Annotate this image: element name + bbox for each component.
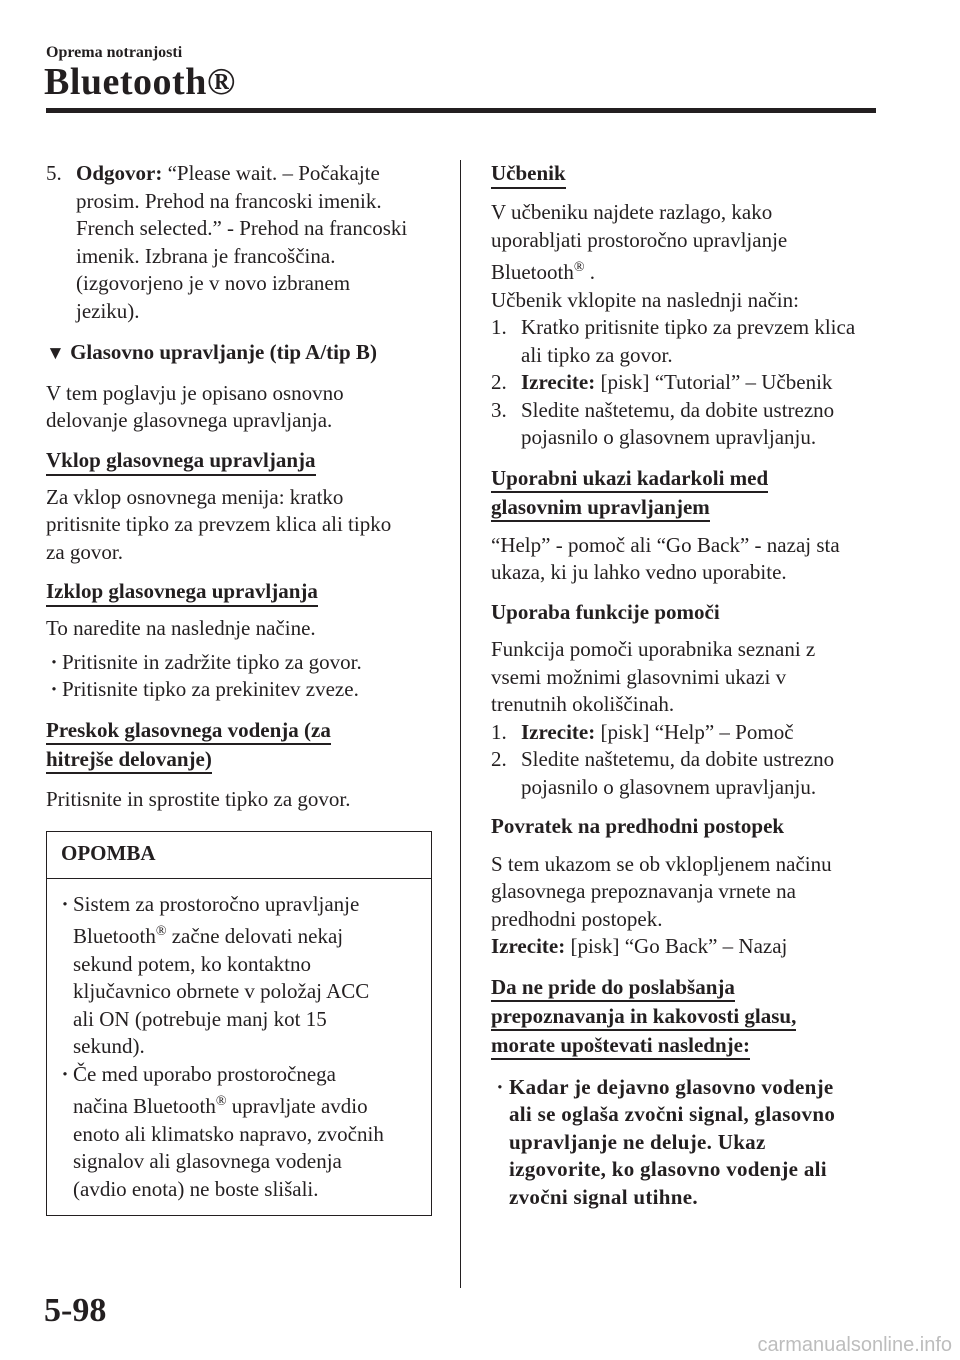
list-item: · Če med uporabo prostoročnega načina Bluetooth® upravljate avdio enoto ali klimatsko napravo, zvočnih signalov ali glasovnega vodenja (avdio enota) ne boste slišali. bbox=[61, 1061, 384, 1201]
list-item: · Pritisnite tipko za prekinitev zveze. bbox=[50, 677, 359, 701]
list-item: 1. Kratko pritisnite tipko za prevzem klica ali tipko za govor. bbox=[491, 315, 856, 367]
intro-text: V tem poglavju je opisano osnovno delovanje glasovnega upravljanja. bbox=[46, 380, 344, 432]
ucbenik-heading: Učbenik bbox=[491, 160, 886, 189]
column-separator bbox=[460, 160, 461, 1288]
list-item: · Pritisnite in zadržite tipko za govor. bbox=[50, 649, 362, 674]
poslabsanje-heading: Da ne pride do poslabšanja prepoznavanja in kakovosti glasu, morate upoštevati naslednje: bbox=[491, 973, 886, 1060]
povratek-heading: Povratek na predhodni postopek bbox=[491, 814, 785, 838]
page-title: Bluetooth® bbox=[44, 61, 236, 103]
section-heading: ▼ Glasovno upravljanje (tip A/tip B) bbox=[46, 340, 377, 364]
right-column bbox=[491, 160, 886, 1211]
uporabni-text: “Help” - pomoč ali “Go Back” - nazaj sta ukaza, ki ju lahko vedno uporabite. bbox=[491, 532, 840, 584]
izklop-heading: Izklop glasovnega upravljanja bbox=[46, 578, 438, 607]
left-column bbox=[46, 160, 438, 1216]
list-item: 2. Izrecite: [pisk] “Tutorial” – Učbenik bbox=[491, 370, 833, 394]
watermark: carmanualsonline.info bbox=[757, 1334, 952, 1356]
uporabni-heading: Uporabni ukazi kadarkoli med glasovnim upravljanjem bbox=[491, 464, 886, 522]
section-label: Oprema notranjosti bbox=[46, 44, 183, 61]
pomoc-heading: Uporaba funkcije pomoči bbox=[491, 599, 720, 624]
list-item: 2. Sledite naštetemu, da dobite ustrezno pojasnilo o glasovnem upravljanju. bbox=[491, 747, 835, 799]
izklop-text: To naredite na naslednje načine. bbox=[46, 616, 316, 640]
preskok-heading: Preskok glasovnega vodenja (za hitrejše delovanje) bbox=[46, 716, 438, 774]
preskok-text: Pritisnite in sprostite tipko za govor. bbox=[46, 786, 351, 811]
list-item: · Sistem za prostoročno upravljanje Bluetooth® začne delovati nekaj sekund potem, ko kontaktno ključavnico obrnete v položaj ACC ali ON (potrebuje manj kot 15 sekund). bbox=[61, 891, 370, 1058]
page-number: 5-98 bbox=[44, 1292, 107, 1329]
note-box bbox=[46, 831, 432, 1216]
ucbenik-text: V učbeniku najdete razlago, kako uporabljati prostoročno upravljanje Bluetooth® . Učbenik vklopite na naslednji način: bbox=[491, 200, 799, 312]
vklop-heading: Vklop glasovnega upravljanja bbox=[46, 447, 438, 476]
triangle-down-icon: ▼ bbox=[46, 343, 65, 364]
vklop-text: Za vklop osnovnega menija: kratko pritisnite tipko za prevzem klica ali tipko za govor. bbox=[46, 484, 392, 564]
list-item: · Kadar je dejavno glasovno vodenje ali se oglaša zvočni signal, glasovno upravljanje ne deluje. Ukaz izgovorite, ko glasovno vodenje ali zvočni signal utihne. bbox=[496, 1074, 836, 1209]
povratek-text: S tem ukazom se ob vklopljenem načinu glasovnega prepoznavanja vrnete na predhodni postopek. Izrecite: [pisk] “Go Back” – Nazaj bbox=[491, 851, 832, 958]
pomoc-text: Funkcija pomoči uporabnika seznani z vsemi možnimi glasovnimi ukazi v trenutnih okoliščinah. bbox=[491, 637, 816, 716]
header-rule bbox=[46, 108, 876, 113]
step-5: 5. Odgovor: “Please wait. – Počakajte prosim. Prehod na francoski imenik. French selected.” - Prehod na francoski imenik. Izbrana je francoščina. (izgovorjeno je v novo izbranem jeziku). bbox=[46, 161, 408, 323]
list-item: 1. Izrecite: [pisk] “Help” – Pomoč bbox=[491, 719, 794, 744]
note-title: OPOMBA bbox=[47, 832, 431, 879]
list-item: 3. Sledite naštetemu, da dobite ustrezno pojasnilo o glasovnem upravljanju. bbox=[491, 397, 835, 449]
